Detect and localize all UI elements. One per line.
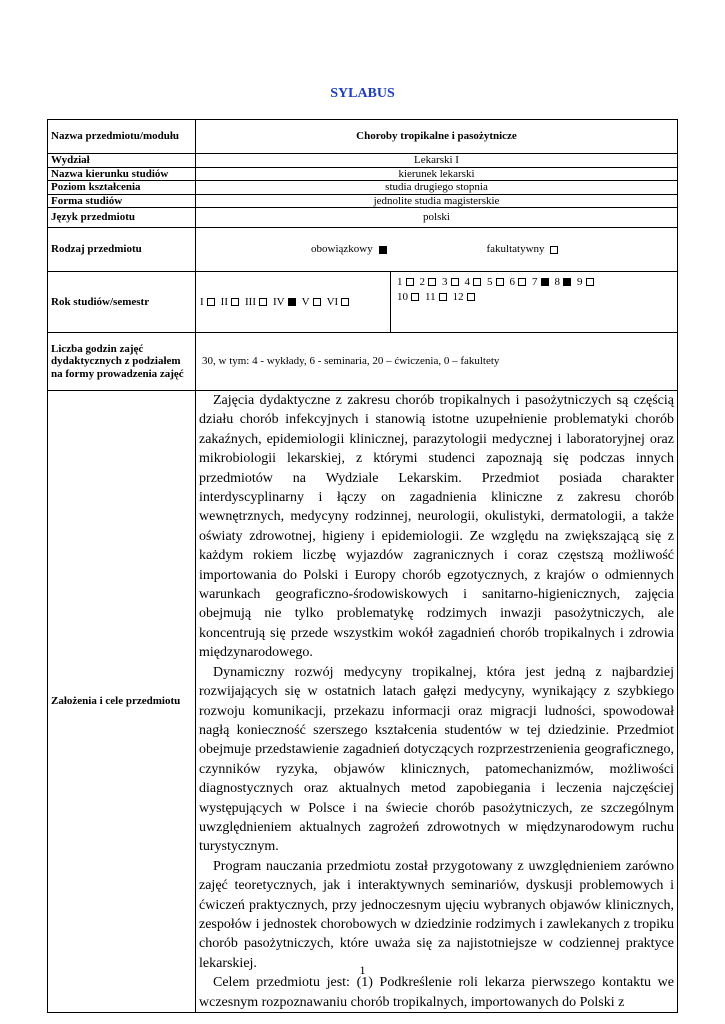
- semester-option-label: 8: [554, 276, 560, 288]
- label-zalozenia: Założenia i cele przedmiotu: [48, 391, 196, 1013]
- checkbox-icon: [467, 293, 475, 301]
- checkbox-icon: [406, 278, 414, 286]
- semester-option-12[interactable]: [453, 291, 475, 303]
- semester-option-2[interactable]: [420, 276, 437, 288]
- syllabus-table: [47, 119, 678, 1013]
- semester-option-label: 7: [532, 276, 538, 288]
- years-list: [200, 296, 355, 309]
- obowiazkowy-checkbox-icon: [379, 246, 387, 254]
- checkbox-icon: [428, 278, 436, 286]
- year-option-label: I: [200, 295, 204, 308]
- checkbox-icon: [207, 298, 215, 306]
- year-option-label: IV: [273, 295, 285, 308]
- semester-option-label: 9: [577, 276, 583, 288]
- option-fakultatywny-label: fakultatywny: [486, 243, 545, 256]
- semester-option-label: 12: [452, 290, 464, 303]
- checkbox-icon: [496, 278, 504, 286]
- value-kierunek: kierunek lekarski: [196, 167, 678, 181]
- year-option-V[interactable]: [302, 296, 321, 308]
- fakultatywny-checkbox-icon: [550, 246, 558, 254]
- semesters-group: [391, 272, 677, 332]
- goals-paragraph-3: Program nauczania przedmiotu został przygotowany z uwzględnieniem zarówno zajęć teoretycznych, jak i interaktywnych seminariów, dyskusji problemowych i ćwiczeń praktycznych, przy jednoczesnym ujęciu wybranych objawów klinicznych, zespołów i jednostek chorobowych w dziedzinie rodzimych i zawlekanych z tropiku chorób pasożytniczych, które uważa się za najistotniejsze w codziennej praktyce lekarskiej.: [199, 858, 674, 971]
- goals-text: [196, 391, 678, 1013]
- semester-option-5[interactable]: [487, 276, 504, 288]
- checkbox-icon: [541, 278, 549, 286]
- checkbox-icon: [313, 298, 321, 306]
- label-rodzaj: Rodzaj przedmiotu: [48, 228, 196, 272]
- year-option-VI[interactable]: [327, 296, 350, 308]
- semester-option-9[interactable]: [577, 276, 594, 288]
- semester-option-7[interactable]: [532, 276, 549, 288]
- label-jezyk: Język przedmiotu: [48, 208, 196, 228]
- semester-option-label: 2: [419, 276, 425, 288]
- document-title: SYLABUS: [330, 86, 395, 101]
- row-godziny: [48, 333, 678, 391]
- semesters-line-2: [397, 291, 671, 304]
- value-poziom: studia drugiego stopnia: [196, 181, 678, 195]
- value-jezyk: polski: [196, 208, 678, 228]
- label-poziom: Poziom kształcenia: [48, 181, 196, 195]
- checkbox-icon: [231, 298, 239, 306]
- semester-option-3[interactable]: [442, 276, 459, 288]
- goals-paragraph-1: Zajęcia dydaktyczne z zakresu chorób tropikalnych i pasożytniczych są częścią działu chorób infekcyjnych i stanowią istotne uzupełnienie problematyki chorób zakaźnych, epidemiologii klinicznej, parazytologii medycznej i laboratoryjnej oraz mikrobiologii lekarskiej, z którymi studenci zapoznają się podczas innych przedmiotów na Wydziale Lekarskim. Przedmiot posiada charakter interdyscyplinarny i łączy on zagadnienia kliniczne z zakresu chorób wewnętrznych, medycyny rodzinnej, neurologii, okulistyki, dermatologii, a także oświaty zdrowotnej, higieny i epidemiologii. Ze względu na zwiększającą się z każdym rokiem liczbę wyjazdów zagranicznych i coraz częstszą możliwość importowania do Polski i Europy chorób egzotycznych, z krajów o odmiennych warunkach geograficzno-środowiskowych i sanitarno-higienicznych, zajęcia obejmują nie tylko problematykę rodzimych inwazji pasożytniczych, ale koncentrują się przede wszystkim wokół zagadnień chorób tropikalnych i zdrowia międzynarodowego.: [199, 393, 674, 661]
- label-nazwa: Nazwa przedmiotu/modułu: [48, 120, 196, 154]
- label-wydzial: Wydział: [48, 154, 196, 168]
- semester-option-6[interactable]: [510, 276, 527, 288]
- semester-option-1[interactable]: [397, 276, 414, 288]
- option-obowiazkowy-label: obowiązkowy: [311, 243, 373, 256]
- semester-option-4[interactable]: [465, 276, 482, 288]
- semester-option-label: 5: [487, 276, 493, 288]
- goals-paragraph-2: Dynamiczny rozwój medycyny tropikalnej, która jest jedną z najbardziej rozwijających się w ostatnich latach gałęzi medycyny, wynikający z szybkiego rozwoju komunikacji, przekazu informacji oraz migracji ludności, spowodował nagłą konieczność szerszego kształcenia studentów w tej dziedzinie. Przedmiot obejmuje przedstawienie zagadnień dotyczących rozprzestrzenienia geograficznego, czynników ryzyka, objawów klinicznych, patomechanizmów, możliwości diagnostycznych oraz aktualnych metod zapobiegania i leczenia najczęściej występujących w Polsce i na świecie chorób pasożytniczych, ze szczególnym uwzględnieniem aktualnych zagrożeń zdrowotnych w międzynarodowym ruchu turystycznym.: [199, 664, 674, 855]
- option-obowiazkowy[interactable]: [196, 243, 427, 256]
- checkbox-icon: [439, 293, 447, 301]
- semester-option-label: 6: [509, 276, 515, 288]
- semester-option-8[interactable]: [555, 276, 572, 288]
- page-number: 1: [359, 963, 366, 977]
- year-option-I[interactable]: [200, 296, 215, 308]
- checkbox-icon: [518, 278, 526, 286]
- label-godziny: Liczba godzin zajęć dydaktycznych z podziałem na formy prowadzenia zajęć: [48, 333, 196, 391]
- row-rok: [48, 272, 678, 333]
- row-poziom: [48, 181, 678, 195]
- semester-option-label: 10: [397, 290, 408, 303]
- value-nazwa: Choroby tropikalne i pasożytnicze: [196, 120, 678, 154]
- year-option-label: V: [301, 295, 310, 308]
- year-option-III[interactable]: [245, 296, 267, 308]
- semester-option-label: 11: [425, 290, 436, 303]
- option-fakultatywny[interactable]: [427, 243, 678, 256]
- semester-option-label: 4: [464, 276, 470, 288]
- checkbox-icon: [411, 293, 419, 301]
- checkbox-icon: [259, 298, 267, 306]
- checkbox-icon: [473, 278, 481, 286]
- year-option-label: II: [220, 295, 228, 308]
- label-kierunek: Nazwa kierunku studiów: [48, 167, 196, 181]
- year-option-label: VI: [326, 295, 339, 308]
- value-godziny: 30, w tym: 4 - wykłady, 6 - seminaria, 20 – ćwiczenia, 0 – fakultety: [196, 333, 678, 391]
- year-option-label: III: [245, 295, 256, 308]
- semesters-line-1: [397, 276, 671, 289]
- year-option-II[interactable]: [221, 296, 239, 308]
- row-zalozenia: [48, 391, 678, 1013]
- goals-paragraph-4: Celem przedmiotu jest: (1) Podkreślenie roli lekarza pierwszego kontaktu we wczesnym rozpoznawaniu chorób tropikalnych, importowanych do Polski z: [199, 975, 674, 1010]
- label-forma: Forma studiów: [48, 194, 196, 208]
- semester-option-label: 3: [442, 276, 448, 288]
- semester-option-11[interactable]: [425, 291, 447, 303]
- row-rodzaj: [48, 228, 678, 272]
- checkbox-icon: [341, 298, 349, 306]
- checkbox-icon: [563, 278, 571, 286]
- label-rok: Rok studiów/semestr: [48, 272, 196, 333]
- row-jezyk: [48, 208, 678, 228]
- years-group: [196, 272, 391, 332]
- semester-option-label: 1: [397, 276, 403, 288]
- row-kierunek: [48, 167, 678, 181]
- semester-option-10[interactable]: [397, 291, 419, 303]
- value-wydzial: Lekarski I: [196, 154, 678, 168]
- year-option-IV[interactable]: [273, 296, 296, 308]
- checkbox-icon: [451, 278, 459, 286]
- value-forma: jednolite studia magisterskie: [196, 194, 678, 208]
- row-wydzial: [48, 154, 678, 168]
- checkbox-icon: [586, 278, 594, 286]
- row-nazwa: [48, 120, 678, 154]
- row-forma: [48, 194, 678, 208]
- checkbox-icon: [288, 298, 296, 306]
